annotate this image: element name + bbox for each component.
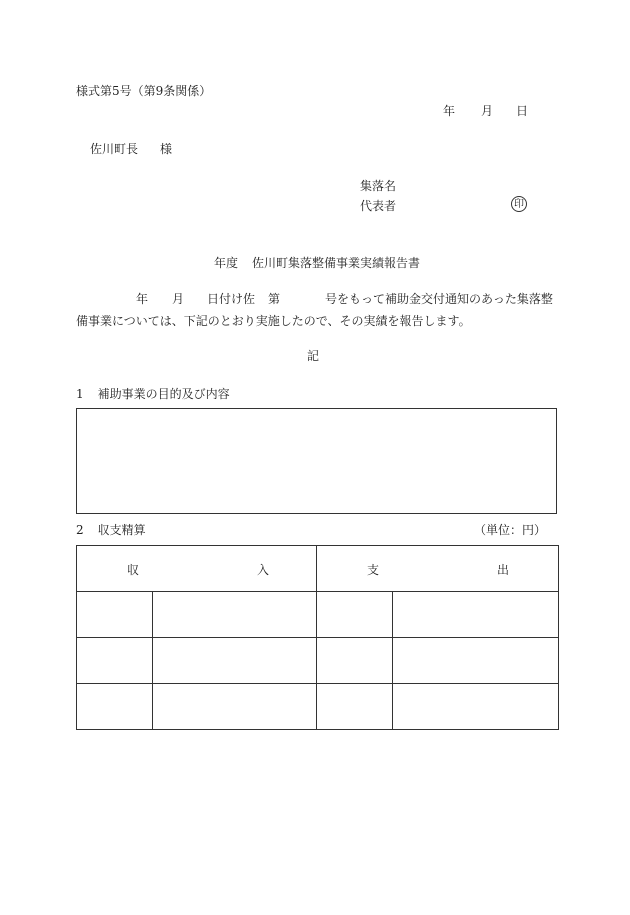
section2-number: 2 (76, 523, 84, 537)
table-header-row (77, 546, 559, 592)
date-year: 年 (443, 104, 456, 118)
unit-label: （単位：円） (474, 523, 547, 537)
income-amount-cell[interactable] (153, 684, 317, 730)
date-day: 日 (516, 104, 529, 118)
income-item-cell[interactable] (77, 684, 153, 730)
expense-amount-cell[interactable] (393, 684, 559, 730)
income-header-char-1: 収 (127, 563, 140, 577)
date-month: 月 (481, 104, 494, 118)
body-rest-line1: 号をもって補助金交付通知のあった集落整 (325, 292, 553, 306)
section2-heading (76, 523, 146, 537)
income-header-char-2: 入 (257, 563, 270, 577)
table-row (77, 592, 559, 638)
expense-header (317, 546, 559, 592)
budget-table (76, 545, 559, 730)
form-number: 様式第5号（第9条関係） (76, 84, 212, 98)
income-item-cell[interactable] (77, 638, 153, 684)
section2-title: 収支精算 (97, 523, 146, 537)
section1-number: 1 (76, 387, 84, 401)
body-dated: 日付け佐 (207, 292, 256, 306)
income-amount-cell[interactable] (153, 592, 317, 638)
purpose-content-box[interactable] (76, 408, 557, 514)
expense-item-cell[interactable] (317, 684, 393, 730)
addressee (90, 142, 172, 156)
body-number-prefix: 第 (268, 292, 281, 306)
seal-mark: 印 (511, 196, 527, 212)
expense-item-cell[interactable] (317, 638, 393, 684)
village-name-label: 集落名 (360, 179, 397, 193)
table-row (77, 638, 559, 684)
expense-amount-cell[interactable] (393, 592, 559, 638)
expense-amount-cell[interactable] (393, 638, 559, 684)
report-title-year: 年度 (214, 256, 239, 270)
income-item-cell[interactable] (77, 592, 153, 638)
body-text-line-2: 備事業については、下記のとおり実施したので、その実績を報告します。 (76, 314, 471, 328)
addressee-honorific: 様 (160, 142, 173, 156)
section1-heading (76, 387, 230, 401)
report-title (214, 256, 420, 270)
body-year: 年 (136, 292, 149, 306)
report-title-main: 佐川町集落整備事業実績報告書 (252, 256, 421, 270)
representative-label: 代表者 (360, 199, 397, 213)
expense-header-char-1: 支 (367, 563, 380, 577)
ki-heading: 記 (307, 349, 320, 363)
addressee-name: 佐川町長 (90, 142, 139, 156)
expense-item-cell[interactable] (317, 592, 393, 638)
section1-title: 補助事業の目的及び内容 (97, 387, 230, 401)
expense-header-char-2: 出 (497, 563, 510, 577)
income-header (77, 546, 317, 592)
body-month: 月 (172, 292, 185, 306)
income-amount-cell[interactable] (153, 638, 317, 684)
table-row (77, 684, 559, 730)
